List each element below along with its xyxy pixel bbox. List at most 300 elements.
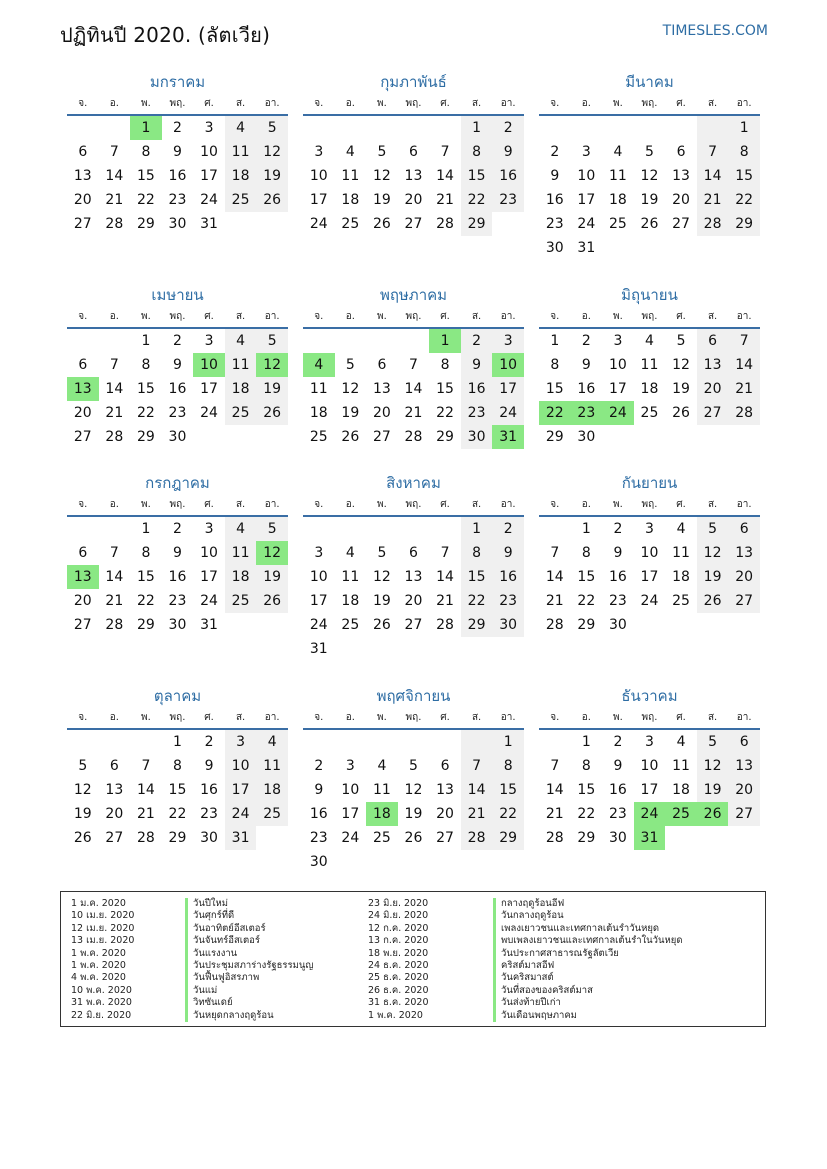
day-cell: 12	[372, 569, 391, 585]
day-cell: 19	[341, 405, 360, 421]
day-cell: 17	[200, 381, 218, 397]
legend-date: 13 เม.ย. 2020	[71, 935, 135, 947]
day-cell: 23	[545, 216, 564, 232]
day-cell: 20	[372, 405, 391, 421]
weekday-label: ศ.	[676, 712, 686, 723]
weekday-header	[539, 708, 760, 730]
weekday-header	[67, 708, 288, 730]
legend-date: 10 เม.ย. 2020	[71, 910, 135, 922]
day-grid	[303, 517, 524, 661]
day-cell: 30	[168, 617, 187, 633]
day-cell: 1	[581, 734, 591, 750]
legend-date: 10 พ.ค. 2020	[71, 984, 132, 996]
month-name: กันยายน	[621, 474, 678, 492]
empty-cell	[335, 329, 367, 353]
holiday-day-cell: 24	[634, 802, 666, 826]
empty-cell	[539, 116, 571, 140]
day-cell: 3	[225, 730, 257, 754]
day-cell: 2	[173, 120, 182, 136]
day-cell: 8	[492, 754, 524, 778]
legend-holiday-name: คริสต์มาสอีฟ	[493, 960, 683, 972]
day-cell: 16	[608, 782, 627, 798]
day-cell: 4	[225, 329, 257, 353]
day-cell: 19	[697, 778, 729, 802]
day-cell: 1	[461, 517, 493, 541]
day-cell: 21	[404, 405, 423, 421]
day-cell: 16	[608, 569, 627, 585]
day-cell: 9	[613, 758, 623, 774]
day-cell: 25	[309, 429, 328, 445]
day-cell: 28	[105, 617, 124, 633]
day-cell: 5	[256, 116, 288, 140]
day-cell: 21	[545, 806, 564, 822]
weekday-label: ส.	[235, 98, 246, 109]
day-cell: 16	[168, 168, 187, 184]
day-cell: 3	[492, 329, 524, 353]
day-cell: 15	[461, 164, 493, 188]
day-cell: 26	[640, 216, 659, 232]
day-cell: 3	[314, 545, 324, 561]
weekday-label: พ.	[377, 499, 387, 510]
weekday-label: จ.	[78, 98, 88, 109]
weekday-label: ศ.	[204, 311, 214, 322]
day-cell: 5	[697, 517, 729, 541]
day-cell: 7	[550, 758, 560, 774]
day-cell: 12	[697, 754, 729, 778]
day-cell: 7	[440, 545, 450, 561]
day-cell: 26	[256, 401, 288, 425]
empty-cell	[539, 730, 571, 754]
month-name: สิงหาคม	[386, 474, 441, 492]
day-cell: 16	[545, 192, 564, 208]
legend-holiday-name: วันกลางฤดูร้อน	[493, 910, 683, 922]
day-grid	[539, 329, 760, 449]
legend-date: 31 ธ.ค. 2020	[368, 997, 429, 1009]
weekday-label: ส.	[471, 311, 482, 322]
day-cell: 6	[728, 517, 760, 541]
day-cell: 10	[640, 758, 659, 774]
day-cell: 17	[577, 192, 596, 208]
day-cell: 28	[436, 216, 454, 232]
day-cell: 2	[492, 517, 524, 541]
empty-cell	[366, 329, 398, 353]
legend-date: 12 เม.ย. 2020	[71, 922, 135, 934]
legend-holiday-name: กลางฤดูร้อนอีฟ	[493, 898, 683, 910]
day-cell: 20	[73, 593, 92, 609]
day-cell: 31	[309, 641, 328, 657]
weekday-header	[303, 708, 524, 730]
holiday-day-cell: 31	[492, 425, 524, 449]
weekday-header	[67, 94, 288, 116]
day-cell: 14	[436, 569, 454, 585]
weekday-header	[303, 94, 524, 116]
weekday-label: จ.	[78, 712, 88, 723]
day-cell: 27	[728, 589, 760, 613]
day-cell: 3	[581, 144, 591, 160]
empty-cell	[398, 517, 430, 541]
day-cell: 11	[672, 758, 690, 774]
weekday-label: อ.	[345, 712, 355, 723]
legend-holiday-name: วันปีใหม่	[185, 898, 313, 910]
day-cell: 25	[341, 617, 360, 633]
empty-cell	[461, 730, 493, 754]
day-cell: 18	[256, 778, 288, 802]
day-cell: 28	[461, 826, 493, 850]
day-cell: 11	[341, 168, 360, 184]
day-cell: 20	[728, 565, 760, 589]
day-cell: 25	[225, 401, 257, 425]
day-cell: 2	[581, 333, 591, 349]
day-cell: 1	[461, 116, 493, 140]
day-cell: 9	[173, 357, 182, 373]
day-cell: 13	[697, 353, 729, 377]
day-cell: 27	[404, 216, 423, 232]
day-cell: 29	[545, 429, 564, 445]
day-cell: 22	[168, 806, 187, 822]
day-cell: 4	[377, 758, 387, 774]
day-cell: 1	[141, 333, 151, 349]
legend-date: 13 ก.ค. 2020	[368, 935, 429, 947]
legend-names-right	[493, 898, 683, 1022]
day-cell: 28	[136, 830, 155, 846]
weekday-label: อา.	[736, 499, 752, 510]
empty-cell	[67, 517, 99, 541]
day-cell: 24	[640, 593, 659, 609]
brand-link[interactable]: TIMESLES.COM	[662, 23, 768, 39]
day-cell: 27	[404, 617, 423, 633]
day-cell: 4	[676, 734, 686, 750]
holiday-day-cell: 12	[256, 541, 288, 565]
day-cell: 3	[204, 333, 214, 349]
day-cell: 13	[672, 168, 690, 184]
day-cell: 25	[608, 216, 627, 232]
month-name: มีนาคม	[625, 73, 674, 91]
day-cell: 5	[377, 545, 387, 561]
day-grid	[67, 116, 288, 236]
empty-cell	[335, 730, 367, 754]
weekday-label: พฤ.	[641, 712, 658, 723]
weekday-label: จ.	[314, 712, 324, 723]
day-grid	[303, 329, 524, 449]
day-cell: 14	[461, 778, 493, 802]
day-cell: 14	[728, 353, 760, 377]
day-cell: 3	[645, 521, 654, 537]
day-cell: 30	[577, 429, 596, 445]
weekday-label: พฤ.	[169, 499, 186, 510]
day-cell: 6	[697, 329, 729, 353]
day-cell: 5	[377, 144, 387, 160]
weekday-label: ส.	[235, 311, 246, 322]
day-cell: 7	[461, 754, 493, 778]
weekday-label: พ.	[613, 311, 623, 322]
day-cell: 8	[581, 545, 591, 561]
day-cell: 22	[436, 405, 454, 421]
weekday-label: ศ.	[204, 98, 214, 109]
day-cell: 25	[225, 589, 257, 613]
day-cell: 13	[404, 168, 423, 184]
legend-holiday-name: วันแม่	[185, 985, 313, 997]
day-cell: 29	[461, 212, 493, 236]
day-cell: 23	[492, 589, 524, 613]
empty-cell	[99, 517, 131, 541]
day-cell: 6	[676, 144, 686, 160]
legend-holiday-name: วันฟื้นฟูอิสรภาพ	[185, 972, 313, 984]
weekday-label: อ.	[109, 311, 119, 322]
holiday-day-cell: 22	[539, 401, 571, 425]
empty-cell	[99, 730, 131, 754]
day-cell: 31	[225, 826, 257, 850]
weekday-label: พ.	[141, 712, 151, 723]
legend-date: 22 มิ.ย. 2020	[71, 1009, 132, 1021]
day-cell: 4	[613, 144, 623, 160]
weekday-label: ศ.	[676, 311, 686, 322]
day-cell: 26	[672, 405, 690, 421]
day-cell: 19	[672, 381, 690, 397]
day-cell: 4	[645, 333, 654, 349]
day-cell: 6	[78, 545, 88, 561]
weekday-label: ส.	[707, 311, 718, 322]
day-cell: 8	[141, 144, 151, 160]
day-cell: 15	[136, 168, 155, 184]
weekday-label: อ.	[581, 98, 591, 109]
day-cell: 24	[341, 830, 360, 846]
holiday-day-cell: 13	[67, 377, 99, 401]
day-cell: 15	[577, 569, 596, 585]
day-cell: 20	[672, 192, 690, 208]
day-cell: 15	[728, 164, 760, 188]
day-cell: 5	[409, 758, 418, 774]
weekday-label: ส.	[707, 98, 718, 109]
day-cell: 23	[608, 593, 627, 609]
day-cell: 28	[105, 216, 124, 232]
day-cell: 12	[404, 782, 423, 798]
day-cell: 27	[672, 216, 690, 232]
day-cell: 16	[461, 377, 493, 401]
day-cell: 14	[105, 569, 124, 585]
empty-cell	[398, 730, 430, 754]
day-cell: 18	[341, 192, 360, 208]
day-cell: 29	[436, 429, 454, 445]
day-cell: 21	[697, 188, 729, 212]
month-11	[303, 684, 524, 874]
day-cell: 17	[309, 593, 328, 609]
day-cell: 15	[136, 381, 155, 397]
day-cell: 10	[200, 545, 218, 561]
day-cell: 30	[309, 854, 328, 870]
weekday-label: พ.	[613, 712, 623, 723]
day-cell: 2	[173, 333, 182, 349]
day-cell: 17	[608, 381, 627, 397]
day-cell: 4	[345, 144, 355, 160]
month-2	[303, 70, 524, 236]
day-cell: 16	[492, 164, 524, 188]
day-cell: 21	[461, 802, 493, 826]
day-cell: 17	[200, 168, 218, 184]
empty-cell	[303, 116, 335, 140]
day-cell: 30	[200, 830, 218, 846]
day-cell: 2	[173, 521, 182, 537]
weekday-header	[539, 94, 760, 116]
day-cell: 22	[492, 802, 524, 826]
day-cell: 21	[136, 806, 155, 822]
weekday-header	[67, 495, 288, 517]
weekday-label: พ.	[141, 98, 151, 109]
day-cell: 16	[168, 381, 187, 397]
day-cell: 29	[136, 216, 155, 232]
empty-cell	[665, 116, 697, 140]
day-cell: 23	[168, 192, 187, 208]
day-cell: 5	[256, 329, 288, 353]
weekday-label: ส.	[707, 712, 718, 723]
day-cell: 2	[461, 329, 493, 353]
weekday-label: ส.	[471, 712, 482, 723]
day-cell: 3	[645, 734, 654, 750]
day-cell: 26	[341, 429, 360, 445]
empty-cell	[303, 730, 335, 754]
day-cell: 29	[492, 826, 524, 850]
day-cell: 27	[73, 617, 92, 633]
day-cell: 23	[461, 401, 493, 425]
day-cell: 14	[105, 168, 124, 184]
weekday-label: พ.	[377, 311, 387, 322]
weekday-label: อา.	[500, 499, 516, 510]
day-cell: 29	[461, 613, 493, 637]
empty-cell	[67, 116, 99, 140]
month-name: มิถุนายน	[621, 286, 678, 304]
weekday-label: พฤ.	[405, 499, 422, 510]
day-cell: 29	[728, 212, 760, 236]
day-cell: 10	[309, 569, 328, 585]
day-cell: 6	[440, 758, 450, 774]
day-cell: 13	[728, 754, 760, 778]
weekday-label: พ.	[377, 98, 387, 109]
day-cell: 26	[256, 589, 288, 613]
day-cell: 5	[645, 144, 654, 160]
day-cell: 10	[225, 754, 257, 778]
legend-holiday-name: วันคริสมาสต์	[493, 972, 683, 984]
weekday-label: อ.	[109, 98, 119, 109]
empty-cell	[429, 517, 461, 541]
day-cell: 16	[492, 565, 524, 589]
day-cell: 20	[728, 778, 760, 802]
day-cell: 20	[73, 192, 92, 208]
day-cell: 22	[461, 589, 493, 613]
day-cell: 15	[136, 569, 155, 585]
empty-cell	[99, 116, 131, 140]
empty-cell	[429, 116, 461, 140]
day-cell: 1	[173, 734, 182, 750]
legend-holiday-name: วันประกาศสาธารณรัฐลัตเวีย	[493, 948, 683, 960]
day-cell: 6	[78, 357, 88, 373]
day-cell: 17	[640, 569, 659, 585]
weekday-label: อ.	[581, 499, 591, 510]
legend-holiday-name: วันอาทิตย์อีสเตอร์	[185, 923, 313, 935]
day-cell: 3	[613, 333, 623, 349]
holiday-day-cell: 10	[492, 353, 524, 377]
weekday-label: ศ.	[204, 499, 214, 510]
day-cell: 21	[728, 377, 760, 401]
day-cell: 31	[200, 216, 218, 232]
day-cell: 17	[200, 569, 218, 585]
day-grid	[539, 730, 760, 850]
day-cell: 3	[204, 521, 214, 537]
holiday-day-cell: 25	[665, 802, 697, 826]
day-cell: 21	[436, 192, 454, 208]
weekday-label: จ.	[550, 98, 560, 109]
day-cell: 27	[372, 429, 391, 445]
empty-cell	[398, 329, 430, 353]
day-cell: 22	[728, 188, 760, 212]
day-cell: 8	[550, 357, 560, 373]
day-grid	[67, 517, 288, 637]
day-cell: 6	[109, 758, 119, 774]
day-cell: 12	[372, 168, 391, 184]
day-cell: 17	[492, 377, 524, 401]
day-cell: 4	[256, 730, 288, 754]
day-cell: 24	[492, 401, 524, 425]
weekday-label: ศ.	[676, 98, 686, 109]
day-cell: 24	[225, 802, 257, 826]
empty-cell	[634, 116, 666, 140]
weekday-label: จ.	[314, 499, 324, 510]
day-cell: 16	[577, 381, 596, 397]
month-3	[539, 70, 760, 260]
day-cell: 21	[436, 593, 454, 609]
month-9	[539, 471, 760, 637]
legend-date: 25 ธ.ค. 2020	[368, 972, 429, 984]
day-cell: 9	[314, 782, 324, 798]
legend-holiday-name: เพลงเยาวชนและเทศกาลเต้นรำวันหยุด	[493, 923, 683, 935]
day-cell: 19	[697, 565, 729, 589]
day-cell: 20	[404, 192, 423, 208]
legend-date: 1 พ.ค. 2020	[71, 947, 126, 959]
day-cell: 10	[341, 782, 360, 798]
day-cell: 7	[697, 140, 729, 164]
empty-cell	[130, 730, 162, 754]
day-cell: 30	[545, 240, 564, 256]
day-cell: 19	[73, 806, 92, 822]
legend-date: 1 พ.ค. 2020	[71, 959, 126, 971]
day-cell: 19	[256, 164, 288, 188]
weekday-label: จ.	[550, 311, 560, 322]
month-1	[67, 70, 288, 236]
day-cell: 22	[136, 192, 155, 208]
day-cell: 18	[225, 565, 257, 589]
day-cell: 26	[73, 830, 92, 846]
day-cell: 17	[225, 778, 257, 802]
day-cell: 28	[105, 429, 124, 445]
holiday-day-cell: 13	[67, 565, 99, 589]
legend-holiday-name: วันแรงงาน	[185, 948, 313, 960]
day-cell: 11	[309, 381, 328, 397]
day-cell: 7	[109, 144, 119, 160]
day-cell: 14	[105, 381, 124, 397]
weekday-label: ส.	[471, 98, 482, 109]
day-cell: 19	[256, 565, 288, 589]
day-cell: 12	[697, 541, 729, 565]
day-cell: 11	[341, 569, 360, 585]
day-cell: 14	[697, 164, 729, 188]
day-cell: 18	[309, 405, 328, 421]
day-cell: 1	[728, 116, 760, 140]
day-cell: 16	[309, 806, 328, 822]
weekday-label: ศ.	[440, 311, 450, 322]
day-cell: 10	[577, 168, 596, 184]
day-cell: 25	[640, 405, 659, 421]
empty-cell	[67, 329, 99, 353]
day-cell: 23	[309, 830, 328, 846]
month-7	[67, 471, 288, 637]
